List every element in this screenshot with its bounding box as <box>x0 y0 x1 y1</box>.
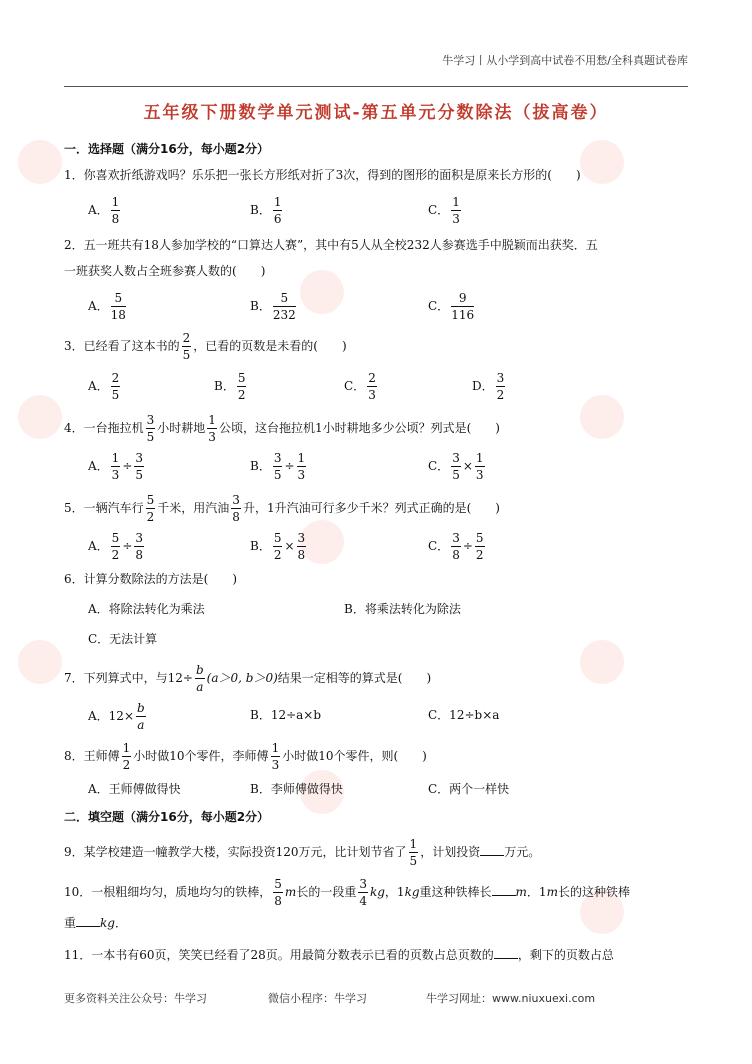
header-divider <box>64 86 688 87</box>
q7-option-c[interactable]: C．12÷b×a <box>428 708 500 722</box>
question-6: 6．计算分数除法的方法是( ) <box>64 572 238 586</box>
watermark-logo <box>580 640 624 684</box>
q7-option-b[interactable]: B．12÷a×b <box>250 708 322 722</box>
q7-option-a[interactable]: A．12× $\frac{b}{a}$ <box>88 701 145 732</box>
header-slogan: 牛学习丨从小学到高中试卷不用愁/全科真题试卷库 <box>442 54 688 67</box>
question-7: 7．下列算式中，与12÷ $\frac{b}{a}$ (a＞0, b＞0)结果一定相等的算式是( ) <box>64 663 432 694</box>
q3-option-d[interactable]: D． $\frac{3}{2}$ <box>472 371 505 402</box>
answer-blank[interactable] <box>494 958 518 959</box>
q8-option-b[interactable]: B．李师傅做得快 <box>250 782 343 796</box>
q4-option-c[interactable]: C． $\frac{3}{5}$ × $\frac{1}{3}$ <box>428 451 484 482</box>
q3-option-a[interactable]: A． $\frac{2}{5}$ <box>88 371 120 402</box>
question-3: 3．已经看了这本书的 $\frac{2}{5}$ ，已看的页数是未看的( ) <box>64 331 347 362</box>
q8-option-a[interactable]: A．王师傅做得快 <box>88 782 181 796</box>
question-11: 11．一本书有60页，笑笑已经看了28页。用最简分数表示已看的页数占总页数的 ，剩下的页数占总 <box>64 948 614 962</box>
q1-option-b[interactable]: B． $\frac{1}{6}$ <box>250 195 282 226</box>
watermark-logo <box>18 395 62 439</box>
q4-option-b[interactable]: B． $\frac{3}{5}$ ÷ $\frac{1}{3}$ <box>250 451 306 482</box>
answer-blank[interactable] <box>492 895 516 896</box>
q2-option-c[interactable]: C． $\frac{9}{116}$ <box>428 291 475 322</box>
q6-option-b[interactable]: B．将乘法转化为除法 <box>344 602 461 616</box>
q6-option-c[interactable]: C．无法计算 <box>88 632 158 646</box>
q3-option-c[interactable]: C． $\frac{2}{3}$ <box>344 371 376 402</box>
q5-option-a[interactable]: A． $\frac{5}{2}$ ÷ $\frac{3}{8}$ <box>88 531 144 562</box>
question-9: 9．某学校建造一幢教学大楼，实际投资120万元，比计划节省了 $\frac{1}{5}$ ，计划投资 万元。 <box>64 837 541 868</box>
question-5: 5．一辆汽车行 $\frac{5}{2}$ 千米，用汽油 $\frac{3}{8}$ 升，1升汽油可行多少千米？列式正确的是( ) <box>64 493 500 524</box>
q4-option-a[interactable]: A． $\frac{1}{3}$ ÷ $\frac{3}{5}$ <box>88 451 144 482</box>
section-heading-choice: 一．选择题（满分16分，每小题2分） <box>64 142 270 156</box>
question-8: 8．王师傅 $\frac{1}{2}$ 小时做10个零件，李师傅 $\frac{1}{3}$ 小时做10个零件，则( ) <box>64 741 427 772</box>
question-10: 10．一根粗细均匀，质地均匀的铁棒， $\frac{5}{8}$ m长的一段重 $\frac{3}{4}$ kg，1kg重这种铁棒长 m．1m长的这种铁棒 <box>64 877 630 908</box>
q6-option-a[interactable]: A．将除法转化为乘法 <box>88 602 205 616</box>
q8-option-c[interactable]: C．两个一样快 <box>428 782 510 796</box>
question-1: 1．你喜欢折纸游戏吗？乐乐把一张长方形纸对折了3次，得到的图形的面积是原来长方形的( ) <box>64 168 581 182</box>
q5-option-c[interactable]: C． $\frac{3}{8}$ ÷ $\frac{5}{2}$ <box>428 531 484 562</box>
watermark-logo <box>18 640 62 684</box>
q1-option-c[interactable]: C． $\frac{1}{3}$ <box>428 195 460 226</box>
footer-website[interactable]: 牛学习网址：www.niuxuexi.com <box>426 992 596 1005</box>
page-title: 五年级下册数学单元测试-第五单元分数除法（拔高卷） <box>143 103 609 123</box>
q2-option-b[interactable]: B． $\frac{5}{232}$ <box>250 291 296 322</box>
q3-option-b[interactable]: B． $\frac{5}{2}$ <box>214 371 246 402</box>
watermark-logo <box>18 140 62 184</box>
question-10-line2: 重 kg． <box>64 916 127 930</box>
section-heading-fill: 二．填空题（满分16分，每小题2分） <box>64 810 270 824</box>
answer-blank[interactable] <box>76 926 100 927</box>
q2-option-a[interactable]: A． $\frac{5}{18}$ <box>88 291 126 322</box>
footer-mini-program: 微信小程序：牛学习 <box>268 992 367 1005</box>
q5-option-b[interactable]: B． $\frac{5}{2}$ × $\frac{3}{8}$ <box>250 531 306 562</box>
watermark-logo <box>580 140 624 184</box>
question-4: 4．一台拖拉机 $\frac{3}{5}$ 小时耕地 $\frac{1}{3}$ 公顷，这台拖拉机1小时耕地多少公顷？列式是( ) <box>64 413 500 444</box>
footer-wechat-account: 更多资料关注公众号：牛学习 <box>64 992 207 1005</box>
question-2: 2．五一班共有18人参加学校的“口算达人赛”，其中有5人从全校232人参赛选手中脱颖而出获奖．五 一班获奖人数占全班参赛人数的( ) <box>64 238 598 278</box>
answer-blank[interactable] <box>480 855 504 856</box>
watermark-logo <box>580 395 624 439</box>
q1-option-a[interactable]: A． $\frac{1}{8}$ <box>88 195 120 226</box>
